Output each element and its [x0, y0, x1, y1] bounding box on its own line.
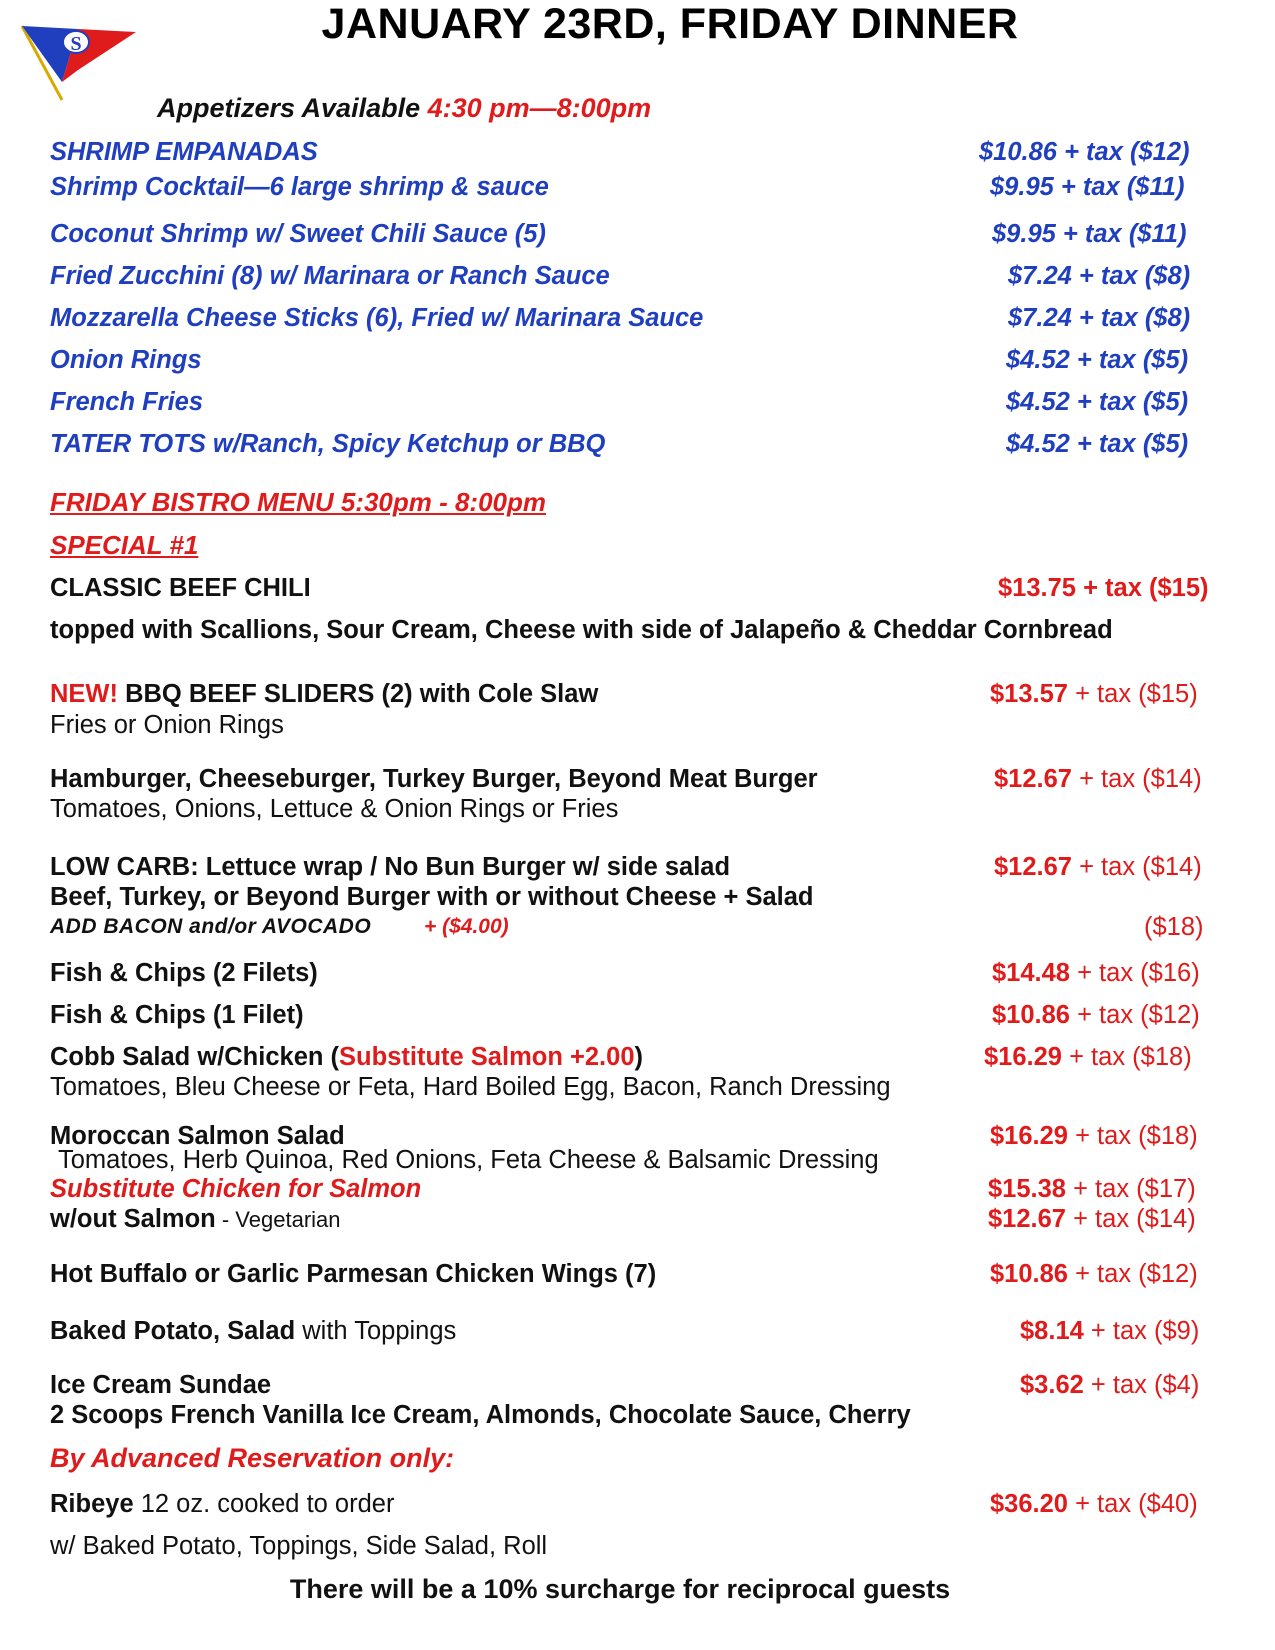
- price-base: $13.57: [990, 680, 1068, 708]
- appetizer-name: Onion Rings: [50, 346, 202, 374]
- logo-letter: S: [70, 33, 82, 55]
- sliders-price: [990, 680, 1198, 709]
- moroccan-desc: Tomatoes, Herb Quinoa, Red Onions, Feta Cheese & Balsamic Dressing: [58, 1146, 879, 1174]
- sundae-name: Ice Cream Sundae: [50, 1371, 272, 1399]
- price-tax: + tax ($12): [1070, 1001, 1200, 1029]
- moroccan-substitute: Substitute Chicken for Salmon: [50, 1175, 422, 1203]
- ribeye-note: 12 oz. cooked to order: [133, 1490, 395, 1518]
- burgers-desc: Tomatoes, Onions, Lettuce & Onion Rings or Fries: [50, 795, 619, 823]
- sundae-price: [1020, 1371, 1199, 1400]
- price-base: $16.29: [984, 1043, 1062, 1071]
- appetizer-name: Shrimp Cocktail—6 large shrimp & sauce: [50, 173, 549, 201]
- addon-total: ($18): [1144, 913, 1204, 941]
- fish1-price: [992, 1001, 1200, 1030]
- burgers-price: [994, 765, 1202, 794]
- veg-label: w/out Salmon: [50, 1205, 216, 1233]
- cobb-name: Cobb Salad w/Chicken (: [50, 1043, 340, 1071]
- appetizers-heading: [157, 93, 651, 124]
- special-heading: SPECIAL #1: [50, 530, 199, 560]
- sliders-name: BBQ BEEF SLIDERS (2) with Cole Slaw: [117, 680, 599, 708]
- price-base: $16.29: [990, 1122, 1068, 1150]
- special-price: $13.75 + tax ($15): [998, 574, 1209, 602]
- fish2-name: Fish & Chips (2 Filets): [50, 959, 318, 987]
- special-name: CLASSIC BEEF CHILI: [50, 574, 311, 602]
- potato-note: with Toppings: [295, 1317, 457, 1345]
- veg-note: - Vegetarian: [215, 1207, 341, 1232]
- cobb-desc: Tomatoes, Bleu Cheese or Feta, Hard Boiled Egg, Bacon, Ranch Dressing: [50, 1073, 891, 1101]
- price-base: $12.67: [994, 765, 1072, 793]
- appetizer-name: TATER TOTS w/Ranch, Spicy Ketchup or BBQ: [50, 430, 606, 458]
- price-tax: + tax ($18): [1068, 1122, 1198, 1150]
- appetizer-price: $9.95 + tax ($11): [990, 173, 1185, 201]
- ribeye-title: [50, 1490, 394, 1519]
- moroccan-price: [990, 1122, 1198, 1151]
- appetizer-price: $9.95 + tax ($11): [992, 220, 1187, 248]
- price-base: $14.48: [992, 959, 1070, 987]
- moroccan-sub-price: [988, 1175, 1196, 1204]
- price-tax: + tax ($18): [1062, 1043, 1192, 1071]
- moroccan-name: Moroccan Salmon Salad: [50, 1122, 345, 1150]
- burgers-name: Hamburger, Cheeseburger, Turkey Burger, Beyond Meat Burger: [50, 765, 818, 793]
- price-tax: + tax ($14): [1072, 765, 1202, 793]
- appetizer-price: $4.52 + tax ($5): [1006, 346, 1189, 374]
- addon-price: + ($4.00): [424, 915, 509, 938]
- low-carb-price: [994, 853, 1202, 882]
- ribeye-name: Ribeye: [50, 1490, 134, 1518]
- appetizer-price: $7.24 + tax ($8): [1008, 262, 1191, 290]
- cobb-price: [984, 1043, 1192, 1072]
- low-carb-desc: Beef, Turkey, or Beyond Burger with or without Cheese + Salad: [50, 883, 814, 911]
- appetizer-price: $7.24 + tax ($8): [1008, 304, 1191, 332]
- appetizer-name: Mozzarella Cheese Sticks (6), Fried w/ Marinara Sauce: [50, 304, 704, 332]
- appetizers-hours: 4:30 pm—8:00pm: [427, 93, 652, 123]
- cobb-close: ): [634, 1043, 644, 1071]
- price-tax: + tax ($14): [1072, 853, 1202, 881]
- potato-title: [50, 1317, 456, 1346]
- appetizer-price: $10.86 + tax ($12): [979, 138, 1190, 166]
- price-base: $3.62: [1020, 1371, 1084, 1399]
- potato-name: Baked Potato, Salad: [50, 1317, 296, 1345]
- price-tax: + tax ($12): [1068, 1260, 1198, 1288]
- sliders-title: [50, 680, 598, 709]
- price-tax: + tax ($40): [1068, 1490, 1198, 1518]
- price-base: $15.38: [988, 1175, 1066, 1203]
- appetizer-name: Fried Zucchini (8) w/ Marinara or Ranch Sauce: [50, 262, 610, 290]
- ribeye-price: [990, 1490, 1198, 1519]
- potato-price: [1020, 1317, 1199, 1346]
- wings-price: [990, 1260, 1198, 1289]
- low-carb-name: LOW CARB: Lettuce wrap / No Bun Burger w/ side salad: [50, 853, 731, 881]
- appetizers-heading-label: Appetizers Available: [157, 93, 428, 123]
- page-title: JANUARY 23RD, FRIDAY DINNER: [321, 0, 1019, 48]
- sliders-desc: Fries or Onion Rings: [50, 711, 284, 739]
- moroccan-veg-price: [988, 1205, 1196, 1234]
- appetizer-price: $4.52 + tax ($5): [1006, 388, 1189, 416]
- appetizer-price: $4.52 + tax ($5): [1006, 430, 1189, 458]
- new-badge: NEW!: [50, 680, 118, 708]
- appetizer-name: SHRIMP EMPANADAS: [50, 138, 318, 166]
- price-tax: + tax ($14): [1066, 1205, 1196, 1233]
- fish1-name: Fish & Chips (1 Filet): [50, 1001, 304, 1029]
- price-base: $12.67: [994, 853, 1072, 881]
- price-base: $10.86: [992, 1001, 1070, 1029]
- cobb-title: [50, 1043, 643, 1072]
- price-base: $10.86: [990, 1260, 1068, 1288]
- appetizer-name: Coconut Shrimp w/ Sweet Chili Sauce (5): [50, 220, 546, 248]
- addon-label: ADD BACON and/or AVOCADO: [50, 915, 372, 938]
- ribeye-desc: w/ Baked Potato, Toppings, Side Salad, Roll: [50, 1532, 548, 1560]
- fish2-price: [992, 959, 1200, 988]
- price-base: $36.20: [990, 1490, 1068, 1518]
- price-tax: + tax ($9): [1083, 1317, 1200, 1345]
- price-tax: + tax ($17): [1066, 1175, 1196, 1203]
- bistro-heading: FRIDAY BISTRO MENU 5:30pm - 8:00pm: [50, 487, 547, 517]
- sundae-desc: 2 Scoops French Vanilla Ice Cream, Almonds, Chocolate Sauce, Cherry: [50, 1401, 911, 1429]
- wings-name: Hot Buffalo or Garlic Parmesan Chicken Wings (7): [50, 1260, 657, 1288]
- special-desc: topped with Scallions, Sour Cream, Cheese with side of Jalapeño & Cheddar Cornbread: [50, 616, 1113, 644]
- price-tax: + tax ($4): [1083, 1371, 1200, 1399]
- surcharge-note: There will be a 10% surcharge for reciprocal guests: [289, 1574, 951, 1604]
- appetizer-name: French Fries: [50, 388, 204, 416]
- price-base: $8.14: [1020, 1317, 1084, 1345]
- cobb-substitute: Substitute Salmon +2.00: [339, 1043, 635, 1071]
- moroccan-veg: [50, 1205, 341, 1234]
- price-base: $12.67: [988, 1205, 1066, 1233]
- price-tax: + tax ($16): [1070, 959, 1200, 987]
- price-tax: + tax ($15): [1068, 680, 1198, 708]
- reservation-heading: By Advanced Reservation only:: [50, 1443, 455, 1473]
